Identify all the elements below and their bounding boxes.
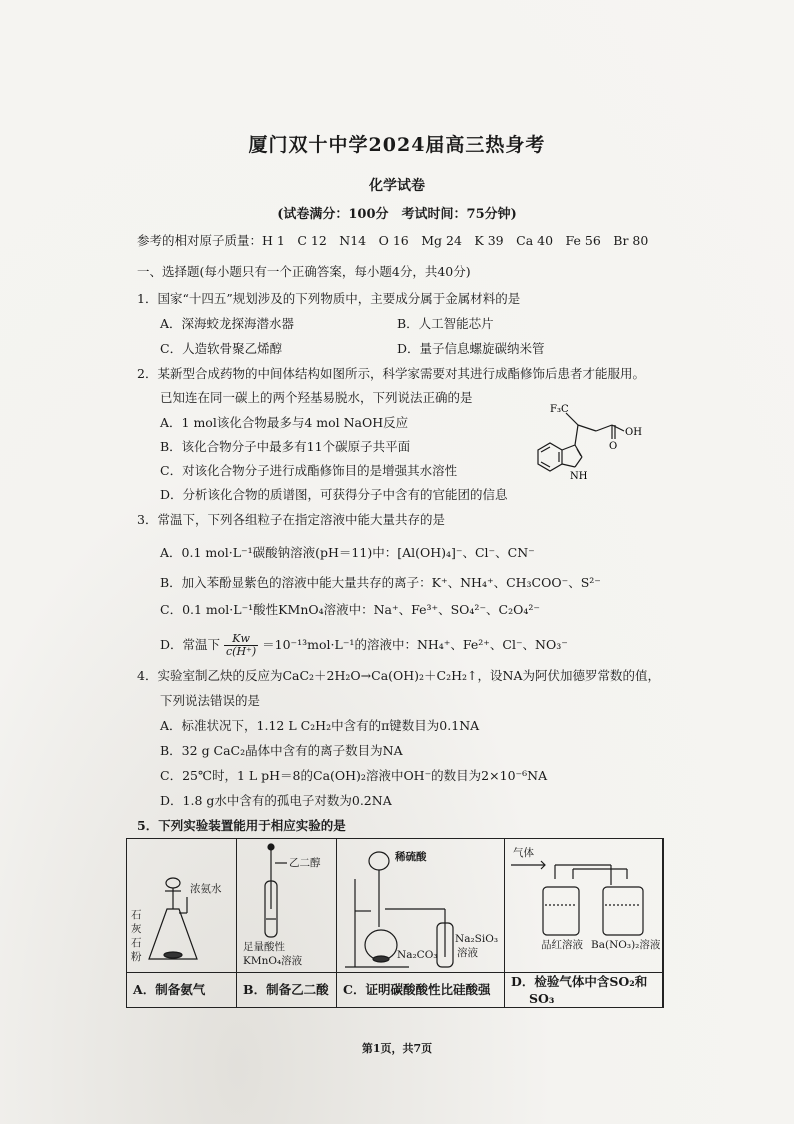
apparatus-a-side-1: 石 — [131, 909, 142, 921]
kw-numerator: Kw — [224, 633, 258, 646]
apparatus-b-label-bottom-1: 足量酸性 — [243, 941, 285, 953]
apparatus-a-label-top: 浓氨水 — [190, 883, 222, 895]
mol-nh-label: NH — [570, 471, 588, 482]
exam-subject: 化学试卷 — [369, 178, 425, 194]
q3-option-c: C．0.1 mol·L⁻¹酸性KMnO₄溶液中：Na⁺、Fe³⁺、SO₄²⁻、C₂O₄²⁻ — [160, 602, 540, 617]
q3-option-a: A．0.1 mol·L⁻¹碳酸钠溶液(pH＝11)中：[Al(OH)₄]⁻、Cl⁻、CN⁻ — [160, 545, 535, 560]
q1-option-b: B．人工智能芯片 — [397, 316, 494, 331]
apparatus-b-label-bottom-2: KMnO₄溶液 — [243, 955, 303, 967]
atomic-masses: 参考的相对原子质量：H 1 C 12 N14 O 16 Mg 24 K 39 Ca 40 Fe 56 Br 80 — [137, 233, 649, 248]
q2-stem: 2．某新型合成药物的中间体结构如图所示，科学家需要对其进行成酯修饰后患者才能服用。 — [137, 366, 645, 381]
q1-stem: 1．国家“十四五”规划涉及的下列物质中，主要成分属于金属材料的是 — [137, 291, 521, 306]
q4-option-d: D．1.8 g水中含有的孤电子对数为0.2NA — [160, 793, 392, 808]
q3-option-b: B．加入苯酚显紫色的溶液中能大量共存的离子：K⁺、NH₄⁺、CH₃COO⁻、S²⁻ — [160, 575, 601, 590]
apparatus-c-label-right-2: 溶液 — [457, 947, 478, 959]
mol-f3c-label: F₃C — [550, 404, 569, 415]
q1-option-c: C．人造软骨聚乙烯醇 — [160, 341, 283, 356]
kw-fraction — [224, 633, 258, 658]
apparatus-a-side-2: 灰 — [131, 923, 142, 935]
section-heading: 一、选择题(每小题只有一个正确答案，每小题4分，共40分) — [137, 264, 471, 279]
q3-stem: 3．常温下，下列各组粒子在指定溶液中能大量共存的是 — [137, 512, 445, 527]
ammonia-apparatus-drawing — [127, 839, 235, 971]
q4-option-c: C．25℃时，1 L pH＝8的Ca(OH)₂溶液中OH⁻的数目为2×10⁻⁶NA — [160, 768, 548, 783]
apparatus-c-label-right-1: Na₂SiO₃ — [455, 933, 499, 945]
exam-title: 厦门双十中学2024届高三热身考 — [248, 134, 546, 156]
apparatus-b-caption: B．制备乙二酸 — [243, 982, 329, 997]
q4-stem-2: 下列说法错误的是 — [160, 693, 261, 708]
q2-option-a: A．1 mol该化合物最多与4 mol NaOH反应 — [160, 415, 409, 430]
mol-o-label: O — [609, 441, 618, 452]
apparatus-c-caption: C．证明碳酸酸性比硅酸强 — [343, 982, 491, 997]
q2-option-b: B．该化合物分子中最多有11个碳原子共平面 — [160, 439, 411, 454]
apparatus-c-label-left: Na₂CO₃ — [397, 949, 438, 961]
apparatus-a-caption: A．制备氨气 — [133, 982, 206, 997]
q3-option-d — [160, 633, 568, 658]
apparatus-table — [126, 838, 664, 1008]
q4-option-a: A．标准状况下，1.12 L C₂H₂中含有的π键数目为0.1NA — [160, 718, 480, 733]
q3-d-prefix: D．常温下 — [160, 637, 221, 652]
q1-option-a: A．深海蛟龙探海潜水器 — [160, 316, 295, 331]
apparatus-a-side-3: 石 — [131, 937, 142, 949]
page-footer: 第1页，共7页 — [361, 1042, 433, 1055]
q2-option-c: C．对该化合物分子进行成酯修饰目的是增强其水溶性 — [160, 463, 458, 478]
mol-oh-label: OH — [625, 427, 642, 438]
q3-d-suffix: ＝10⁻¹³mol·L⁻¹的溶液中：NH₄⁺、Fe²⁺、Cl⁻、NO₃⁻ — [262, 637, 568, 652]
apparatus-c-label-top: 稀硫酸 — [395, 851, 427, 863]
apparatus-d-label-gas: 气体 — [513, 847, 534, 859]
q2-option-d: D．分析该化合物的质谱图，可获得分子中含有的官能团的信息 — [160, 487, 508, 502]
apparatus-d-label-bottle-1: 品红溶液 — [541, 939, 583, 951]
apparatus-d-caption-1: D．检验气体中含SO₂和 — [511, 974, 648, 989]
apparatus-d-caption-2: SO₃ — [529, 991, 555, 1006]
apparatus-b-label-top: 乙二醇 — [289, 857, 321, 869]
q4-option-b: B．32 g CaC₂晶体中含有的离子数目为NA — [160, 743, 403, 758]
kw-denominator: c(H⁺) — [226, 645, 257, 658]
molecule-structure — [520, 395, 660, 505]
q5-stem: 5．下列实验装置能用于相应实验的是 — [137, 818, 346, 833]
q2-stem-2: 已知连在同一碳上的两个羟基易脱水，下列说法正确的是 — [160, 390, 473, 405]
q1-option-d: D．量子信息螺旋碳纳米管 — [397, 341, 545, 356]
exam-meta: (试卷满分：100分 考试时间：75分钟) — [277, 207, 517, 222]
apparatus-d-label-bottle-2: Ba(NO₃)₂溶液 — [591, 939, 661, 951]
apparatus-a-side-4: 粉 — [131, 951, 142, 963]
q4-stem: 4．实验室制乙炔的反应为CaC₂＋2H₂O→Ca(OH)₂＋C₂H₂↑，设NA为阿伏加德罗常数的值， — [137, 668, 660, 683]
